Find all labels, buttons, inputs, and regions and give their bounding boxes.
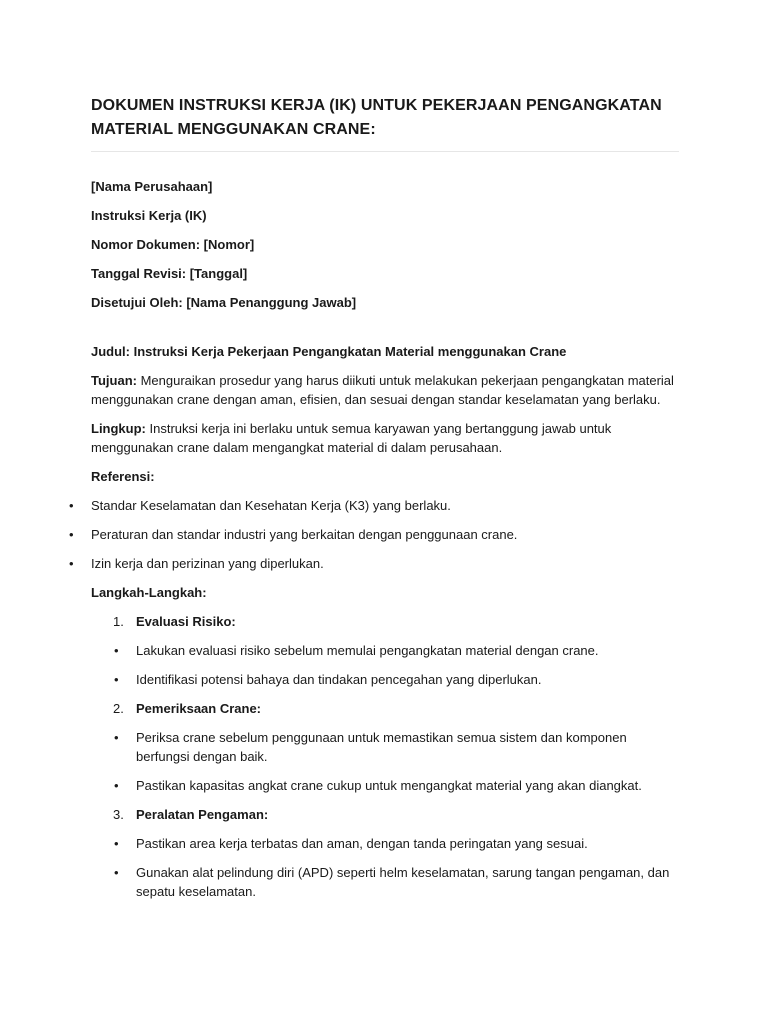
- bullet-icon: •: [114, 643, 119, 658]
- referensi-list: [69, 496, 681, 573]
- list-item: [114, 834, 681, 853]
- step-number: 3.: [113, 807, 124, 822]
- step-number: 1.: [113, 614, 124, 629]
- document-meta: [91, 178, 681, 311]
- document-title: DOKUMEN INSTRUKSI KERJA (IK) UNTUK PEKERJAAN PENGANGKATAN MATERIAL MENGGUNAKAN CRANE:: [91, 97, 662, 138]
- list-item: [69, 554, 681, 573]
- list-item: [69, 525, 681, 544]
- step-title: Pemeriksaan Crane:: [136, 701, 262, 716]
- meta-revision-date: Tanggal Revisi: [Tanggal]: [91, 266, 248, 281]
- list-item-text: Gunakan alat pelindung diri (APD) seperti helm keselamatan, sarung tangan pengaman, dan sepatu keselamatan.: [136, 865, 670, 899]
- step-sublist: [114, 834, 681, 901]
- list-item-text: Lakukan evaluasi risiko sebelum memulai pengangkatan material dengan crane.: [136, 643, 599, 658]
- tujuan-paragraph: [91, 371, 681, 409]
- list-item-text: Izin kerja dan perizinan yang diperlukan.: [91, 556, 324, 571]
- step-item: [113, 612, 681, 689]
- list-item: [69, 496, 681, 515]
- list-item-text: Pastikan area kerja terbatas dan aman, dengan tanda peringatan yang sesuai.: [136, 836, 588, 851]
- bullet-icon: •: [69, 556, 74, 571]
- meta-doc-number: Nomor Dokumen: [Nomor]: [91, 237, 255, 252]
- langkah-heading: Langkah-Langkah:: [91, 585, 207, 600]
- step-title: Evaluasi Risiko:: [136, 614, 236, 629]
- meta-approved-by: Disetujui Oleh: [Nama Penanggung Jawab]: [91, 295, 357, 310]
- judul-heading: Judul: Instruksi Kerja Pekerjaan Pengangkatan Material menggunakan Crane: [91, 344, 567, 359]
- list-item-text: Pastikan kapasitas angkat crane cukup untuk mengangkat material yang akan diangkat.: [136, 778, 642, 793]
- bullet-icon: •: [114, 836, 119, 851]
- list-item: [114, 776, 681, 795]
- meta-doc-type: Instruksi Kerja (IK): [91, 208, 207, 223]
- tujuan-text: Menguraikan prosedur yang harus diikuti untuk melakukan pekerjaan pengangkatan material menggunakan crane dengan aman, efisien, dan sesuai dengan standar keselamatan yang berlaku.: [91, 373, 674, 407]
- list-item-text: Standar Keselamatan dan Kesehatan Kerja (K3) yang berlaku.: [91, 498, 451, 513]
- document-page: [69, 94, 681, 911]
- bullet-icon: •: [69, 498, 74, 513]
- step-number: 2.: [113, 701, 124, 716]
- bullet-icon: •: [114, 865, 119, 880]
- lingkup-text: Instruksi kerja ini berlaku untuk semua karyawan yang bertanggung jawab untuk menggunakan crane dalam mengangkat material di dalam perusahaan.: [91, 421, 612, 455]
- referensi-heading: Referensi:: [91, 469, 155, 484]
- meta-company: [Nama Perusahaan]: [91, 179, 213, 194]
- list-item-text: Identifikasi potensi bahaya dan tindakan pencegahan yang diperlukan.: [136, 672, 542, 687]
- list-item: [114, 670, 681, 689]
- bullet-icon: •: [114, 672, 119, 687]
- document-body: [69, 342, 681, 901]
- bullet-icon: •: [69, 527, 74, 542]
- step-item: [113, 699, 681, 795]
- step-item: [113, 805, 681, 901]
- step-sublist: [114, 728, 681, 795]
- list-item: [114, 863, 681, 901]
- list-item-text: Periksa crane sebelum penggunaan untuk memastikan semua sistem dan komponen berfungsi dengan baik.: [136, 730, 627, 764]
- step-sublist: [114, 641, 681, 689]
- step-title: Peralatan Pengaman:: [136, 807, 269, 822]
- lingkup-label: Lingkup:: [91, 421, 146, 436]
- title-divider: [91, 151, 679, 152]
- bullet-icon: •: [114, 778, 119, 793]
- bullet-icon: •: [114, 730, 119, 745]
- list-item: [114, 728, 681, 766]
- list-item-text: Peraturan dan standar industri yang berkaitan dengan penggunaan crane.: [91, 527, 518, 542]
- lingkup-paragraph: [91, 419, 681, 457]
- list-item: [114, 641, 681, 660]
- steps-list: [91, 612, 681, 901]
- tujuan-label: Tujuan:: [91, 373, 137, 388]
